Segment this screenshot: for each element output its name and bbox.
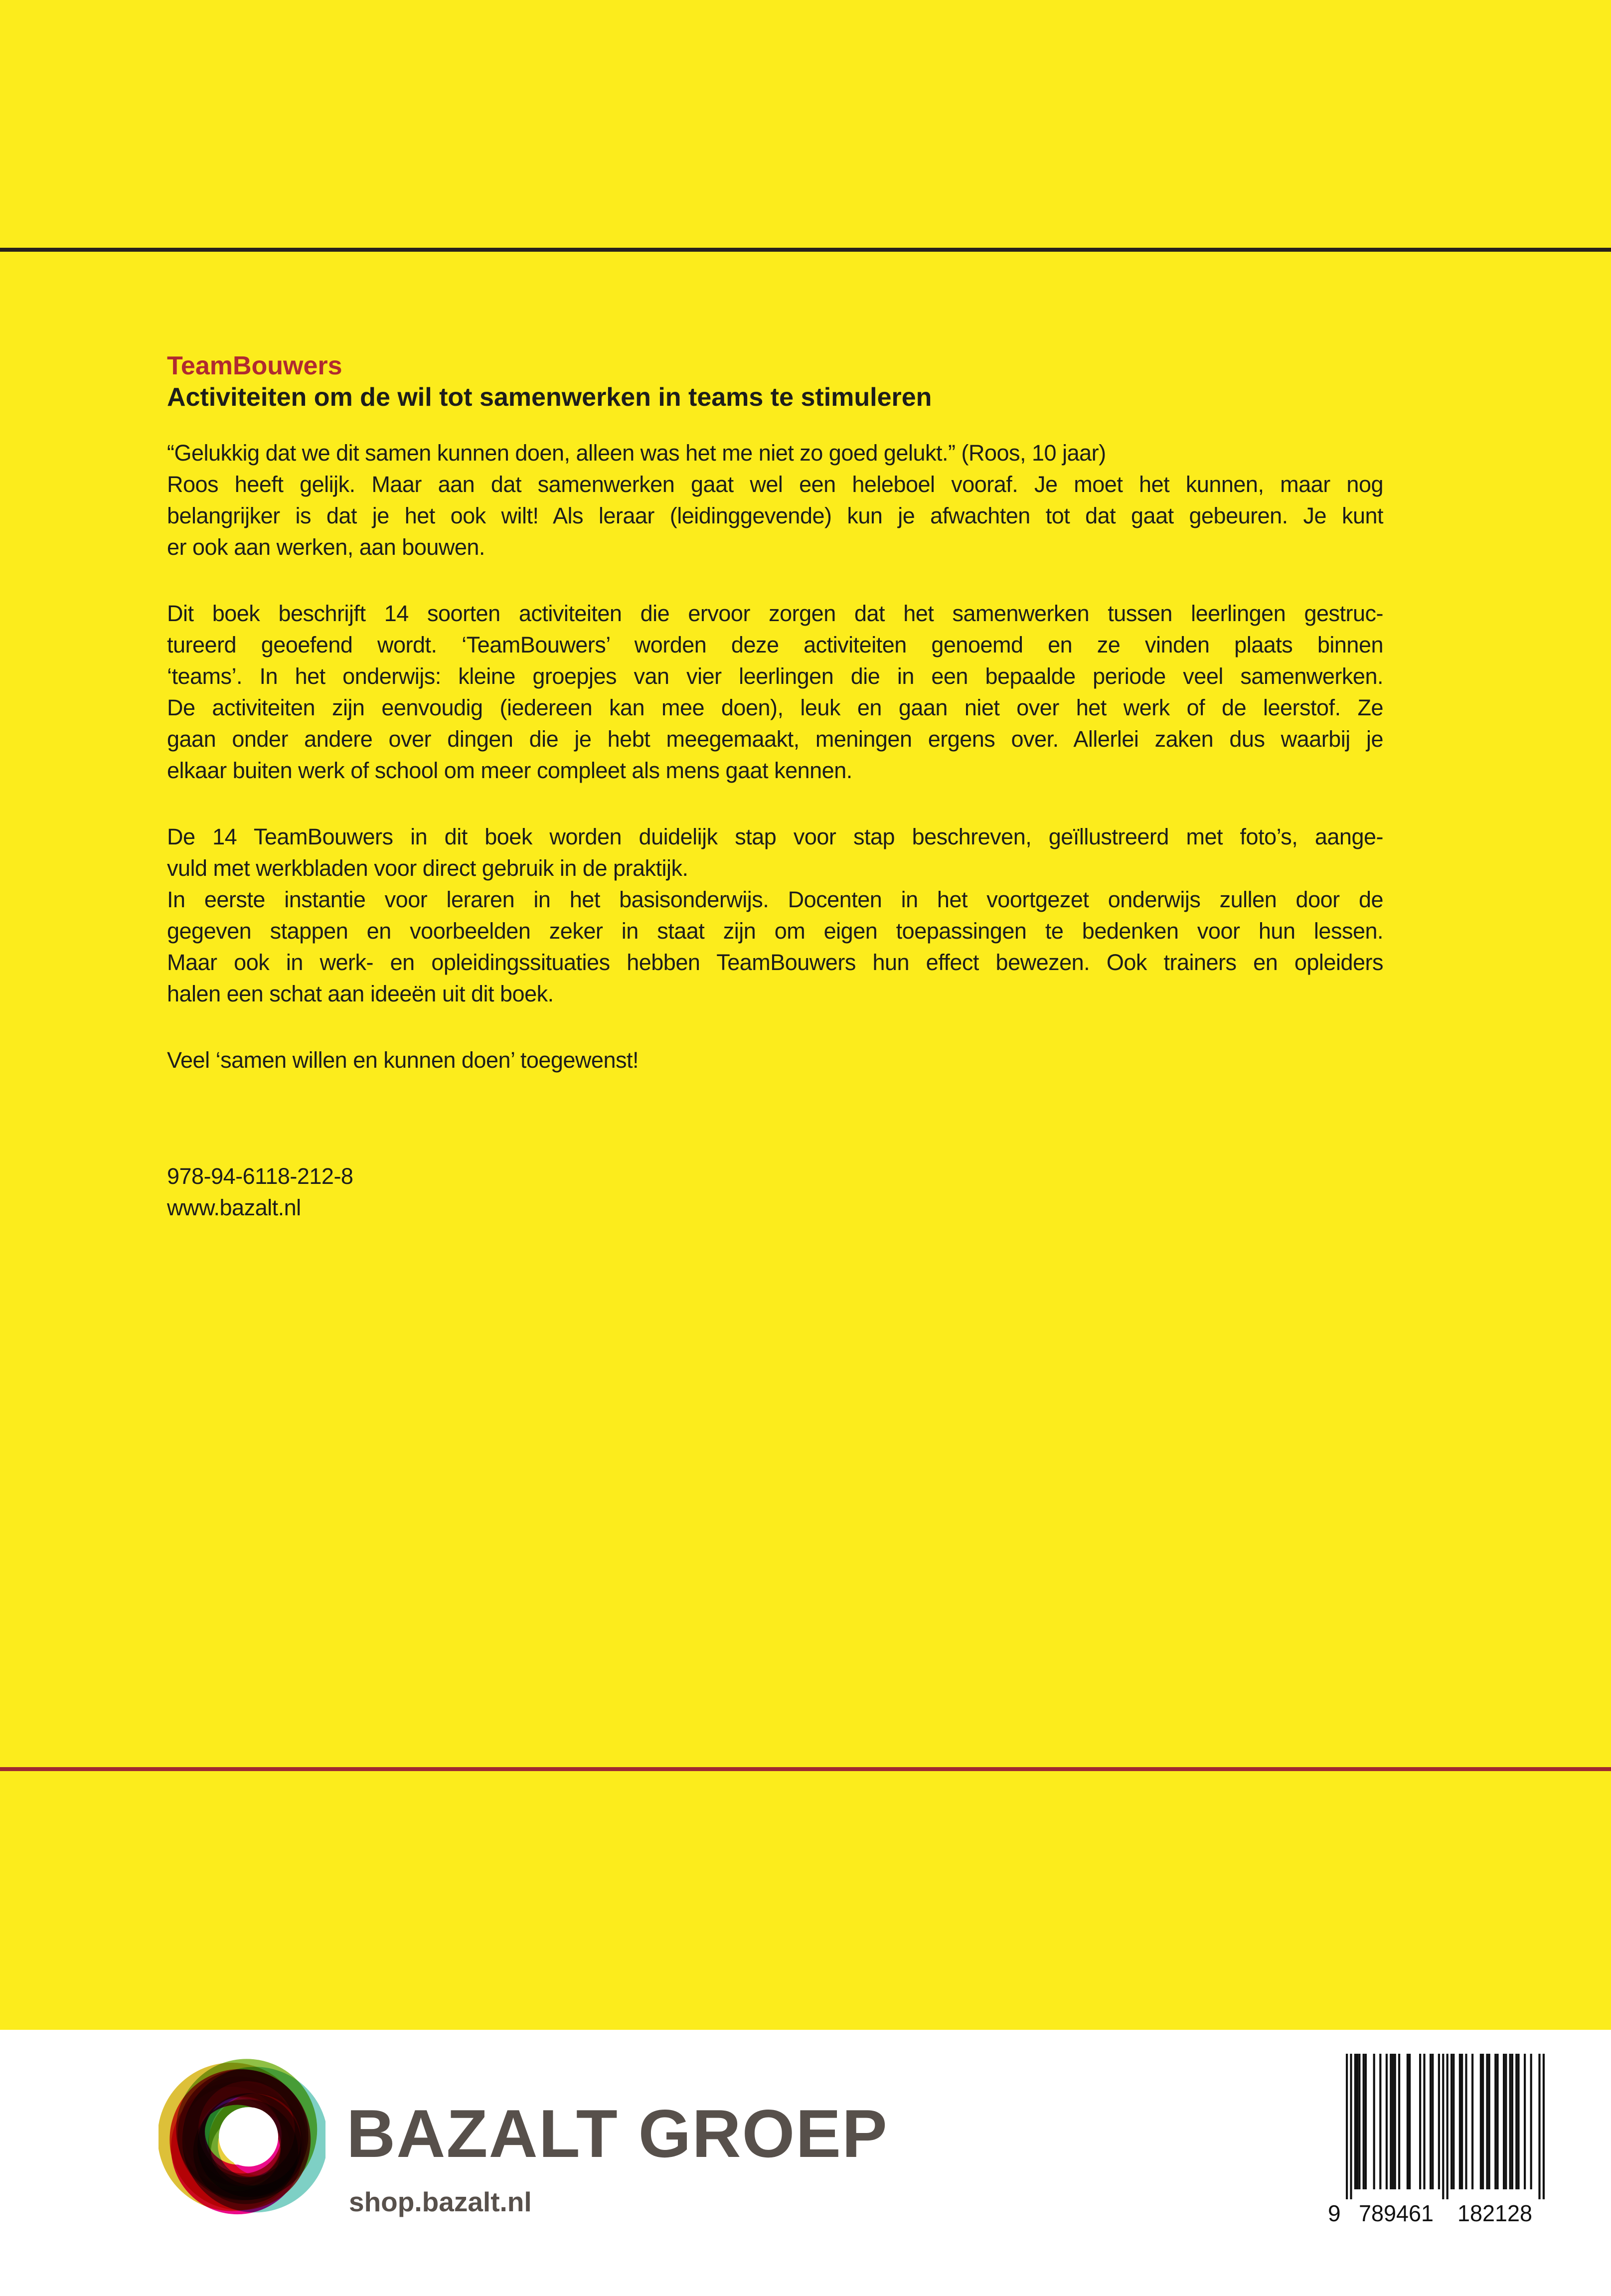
book-subtitle: Activiteiten om de wil tot samenwerken in teams te stimuleren — [167, 383, 932, 412]
barcode-digit-prefix: 9 — [1328, 2200, 1341, 2223]
paragraph-line: Maar ook in werk- en opleidingssituaties hebben TeamBouwers hun effect bewezen. Ook trainers en opleiders — [167, 950, 1383, 975]
paragraph-line: De 14 TeamBouwers in dit boek worden duidelijk stap voor stap beschreven, geïllustreerd met foto’s, aange- — [167, 824, 1383, 849]
paragraph-line: elkaar buiten werk of school om meer compleet als mens gaat kennen. — [167, 758, 852, 783]
closing-line: Veel ‘samen willen en kunnen doen’ toegewenst! — [167, 1047, 639, 1073]
barcode-digits-right: 182128 — [1457, 2200, 1532, 2223]
back-cover-text-column — [167, 350, 1383, 1223]
paragraph-line: gaan onder andere over dingen die je hebt meegemaakt, meningen ergens over. Allerlei zaken dus waarbij je — [167, 726, 1383, 752]
top-divider-rule — [0, 248, 1611, 252]
body-paragraphs — [167, 437, 1383, 1009]
paragraph-line: tureerd geoefend wordt. ‘TeamBouwers’ worden deze activiteiten genoemd en ze vinden plaats binnen — [167, 632, 1383, 657]
paragraph-line: er ook aan werken, aan bouwen. — [167, 534, 485, 560]
paragraph — [167, 821, 1383, 1009]
brand-name: BAZALT GROEP — [346, 2096, 888, 2171]
paragraph-line: Roos heeft gelijk. Maar aan dat samenwerken gaat wel een heleboel vooraf. Je moet het kunnen, maar nog — [167, 472, 1383, 497]
isbn-number: 978-94-6118-212-8 — [167, 1163, 353, 1189]
paragraph-line: belangrijker is dat je het ook wilt! Als leraar (leidinggevende) kun je afwachten tot dat gaat gebeuren. Je kunt — [167, 503, 1383, 528]
publisher-website: www.bazalt.nl — [167, 1195, 301, 1220]
bazalt-groep-logo-icon — [159, 2055, 325, 2222]
paragraph-line: De activiteiten zijn eenvoudig (iedereen kan mee doen), leuk en gaan niet over het werk of de leerstof. Ze — [167, 695, 1383, 720]
paragraph — [167, 598, 1383, 786]
logo-center-hole — [219, 2107, 278, 2166]
paragraph-line: In eerste instantie voor leraren in het basisonderwijs. Docenten in het voortgezet onderwijs zullen door de — [167, 887, 1383, 912]
paragraph-line: gegeven stappen en voorbeelden zeker in staat zijn om eigen toepassingen te bedenken voor hun lessen. — [167, 918, 1383, 944]
bottom-divider-rule — [0, 1767, 1611, 1771]
paragraph-line: vuld met werkbladen voor direct gebruik in de praktijk. — [167, 855, 688, 881]
shop-url: shop.bazalt.nl — [349, 2186, 532, 2217]
paragraph-line: “Gelukkig dat we dit samen kunnen doen, alleen was het me niet zo goed gelukt.” (Roos, 10 jaar) — [167, 440, 1106, 466]
barcode — [1328, 2054, 1547, 2223]
barcode-bars — [1346, 2054, 1545, 2199]
paragraph-line: ‘teams’. In het onderwijs: kleine groepjes van vier leerlingen die in een bepaalde periode veel samenwerken. — [167, 663, 1383, 689]
barcode-digits-left: 789461 — [1359, 2200, 1434, 2223]
footer-band — [0, 2030, 1611, 2296]
paragraph-line: Dit boek beschrijft 14 soorten activiteiten die ervoor zorgen dat het samenwerken tussen leerlingen gestruc- — [167, 601, 1383, 626]
paragraph-line: halen een schat aan ideeën uit dit boek. — [167, 981, 554, 1006]
book-title: TeamBouwers — [167, 351, 342, 380]
paragraph — [167, 437, 1383, 563]
